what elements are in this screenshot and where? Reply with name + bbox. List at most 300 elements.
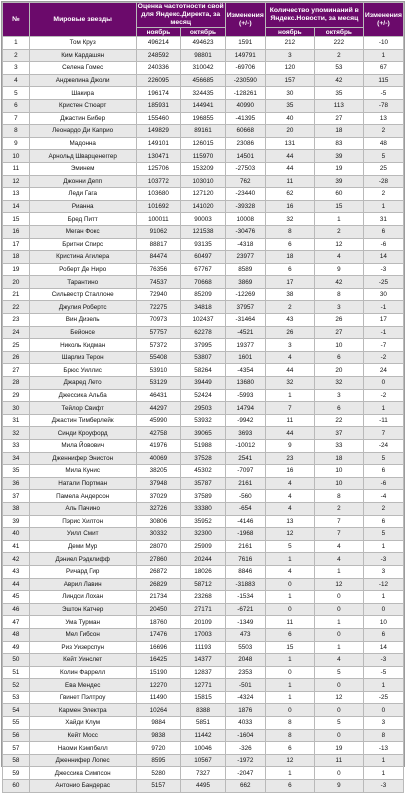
cell-mentions-change: -3 (363, 553, 403, 566)
cell-name: Уилл Смит (29, 528, 136, 541)
cell-name: Тейлор Свифт (29, 402, 136, 415)
cell-mentions-november: 8 (265, 729, 314, 742)
cell-mentions-november: 1 (265, 691, 314, 704)
cell-num: 31 (3, 414, 30, 427)
cell-freq-november: 53910 (136, 364, 181, 377)
table-row (3, 99, 404, 112)
table-row (3, 465, 404, 478)
cell-freq-change: -31883 (225, 578, 265, 591)
cell-freq-october: 11442 (181, 729, 226, 742)
cell-freq-october: 62278 (181, 326, 226, 339)
cell-num: 54 (3, 704, 30, 717)
cell-freq-november: 84474 (136, 251, 181, 264)
cell-name: Мадонна (29, 137, 136, 150)
cell-name: Рианна (29, 200, 136, 213)
cell-name: Дженнифер Лопес (29, 754, 136, 767)
cell-freq-october: 51988 (181, 440, 226, 453)
cell-num: 45 (3, 591, 30, 604)
cell-mentions-october: 22 (314, 414, 363, 427)
cell-freq-change: 2541 (225, 452, 265, 465)
cell-mentions-october: 4 (314, 251, 363, 264)
cell-freq-november: 44297 (136, 402, 181, 415)
table-body (3, 37, 404, 793)
cell-num: 49 (3, 641, 30, 654)
cell-mentions-november: 2 (265, 301, 314, 314)
cell-mentions-november: 1 (265, 767, 314, 780)
cell-freq-november: 70973 (136, 314, 181, 327)
cell-freq-change: 2161 (225, 477, 265, 490)
cell-freq-october: 93135 (181, 238, 226, 251)
cell-name: Деми Мур (29, 540, 136, 553)
cell-name: Бред Питт (29, 213, 136, 226)
cell-mentions-october: 18 (314, 125, 363, 138)
cell-mentions-change: 7 (363, 427, 403, 440)
cell-mentions-october: 12 (314, 691, 363, 704)
cell-mentions-october: 7 (314, 528, 363, 541)
cell-name: Линдси Лохан (29, 591, 136, 604)
cell-name: Арнольд Шварценеггер (29, 150, 136, 163)
cell-mentions-november: 4 (265, 477, 314, 490)
cell-mentions-october: 2 (314, 502, 363, 515)
cell-freq-october: 14377 (181, 654, 226, 667)
cell-mentions-change: -6 (363, 477, 403, 490)
cell-num: 4 (3, 74, 30, 87)
cell-mentions-november: 43 (265, 314, 314, 327)
cell-mentions-change: 14 (363, 641, 403, 654)
cell-mentions-november: 26 (265, 326, 314, 339)
cell-mentions-november: 15 (265, 641, 314, 654)
cell-mentions-november: 6 (265, 238, 314, 251)
cell-mentions-change: 5 (363, 452, 403, 465)
cell-name: Джастин Тимберлейк (29, 414, 136, 427)
cell-freq-november: 149829 (136, 125, 181, 138)
cell-mentions-november: 11 (265, 175, 314, 188)
cell-freq-november: 28070 (136, 540, 181, 553)
cell-mentions-change: -3 (363, 263, 403, 276)
cell-mentions-october: 0 (314, 603, 363, 616)
cell-name: Аль Пачино (29, 502, 136, 515)
table-row (3, 162, 404, 175)
cell-num: 18 (3, 251, 30, 264)
cell-mentions-november: 13 (265, 515, 314, 528)
cell-mentions-november: 44 (265, 150, 314, 163)
cell-num: 13 (3, 188, 30, 201)
cell-mentions-change: 10 (363, 616, 403, 629)
cell-mentions-november: 17 (265, 276, 314, 289)
cell-freq-october: 310042 (181, 62, 226, 75)
header-frequency: Оценка частотности свой для Яндекс.Директа, за месяц (137, 3, 224, 26)
cell-num: 7 (3, 112, 30, 125)
cell-mentions-october: 222 (314, 37, 363, 50)
cell-mentions-change: 1 (363, 200, 403, 213)
cell-freq-october: 494623 (181, 37, 226, 50)
cell-name: Джаред Лето (29, 377, 136, 390)
cell-mentions-november: 12 (265, 528, 314, 541)
table-row (3, 175, 404, 188)
table-row (3, 780, 404, 793)
cell-freq-november: 46431 (136, 389, 181, 402)
table-row (3, 150, 404, 163)
cell-mentions-change: 25 (363, 162, 403, 175)
cell-name: Натали Портман (29, 477, 136, 490)
cell-freq-change: -4318 (225, 238, 265, 251)
cell-freq-change: 149791 (225, 49, 265, 62)
cell-freq-october: 32300 (181, 528, 226, 541)
cell-mentions-change: 0 (363, 704, 403, 717)
cell-mentions-change: 1 (363, 679, 403, 692)
cell-mentions-october: 12 (314, 238, 363, 251)
cell-freq-change: -1972 (225, 754, 265, 767)
cell-mentions-change: 6 (363, 515, 403, 528)
table-row (3, 490, 404, 503)
cell-num: 6 (3, 99, 30, 112)
cell-mentions-october: 5 (314, 666, 363, 679)
cell-name: Сильвестр Сталлоне (29, 288, 136, 301)
cell-mentions-november: 5 (265, 540, 314, 553)
cell-freq-october: 23268 (181, 591, 226, 604)
cell-mentions-change: -2 (363, 389, 403, 402)
cell-num: 40 (3, 528, 30, 541)
cell-mentions-october: 10 (314, 477, 363, 490)
cell-freq-november: 101692 (136, 200, 181, 213)
cell-mentions-october: 11 (314, 754, 363, 767)
cell-freq-october: 127120 (181, 188, 226, 201)
cell-mentions-november: 0 (265, 603, 314, 616)
table-row (3, 62, 404, 75)
cell-freq-october: 5851 (181, 717, 226, 730)
cell-freq-change: -39328 (225, 200, 265, 213)
cell-freq-change: 3869 (225, 276, 265, 289)
cell-mentions-change: 1 (363, 591, 403, 604)
cell-freq-october: 196855 (181, 112, 226, 125)
cell-freq-november: 12270 (136, 679, 181, 692)
header-num: № (3, 3, 30, 37)
table-row (3, 276, 404, 289)
header-mentions-november: ноябрь (265, 28, 314, 37)
cell-num: 24 (3, 326, 30, 339)
cell-freq-change: -69706 (225, 62, 265, 75)
cell-mentions-november: 35 (265, 99, 314, 112)
cell-mentions-november: 16 (265, 200, 314, 213)
table-row (3, 528, 404, 541)
cell-mentions-october: 0 (314, 729, 363, 742)
cell-num: 48 (3, 628, 30, 641)
cell-freq-november: 55408 (136, 351, 181, 364)
cell-mentions-october: 4 (314, 540, 363, 553)
cell-num: 1 (3, 37, 30, 50)
cell-mentions-october: 83 (314, 137, 363, 150)
cell-name: Эминем (29, 162, 136, 175)
cell-mentions-october: 19 (314, 742, 363, 755)
cell-mentions-october: 1 (314, 641, 363, 654)
cell-num: 19 (3, 263, 30, 276)
cell-freq-november: 9720 (136, 742, 181, 755)
table-row (3, 452, 404, 465)
cell-mentions-change: 1 (363, 540, 403, 553)
cell-num: 36 (3, 477, 30, 490)
cell-freq-november: 32726 (136, 502, 181, 515)
cell-mentions-october: 37 (314, 427, 363, 440)
cell-name: Колин Фаррелл (29, 666, 136, 679)
table-row (3, 628, 404, 641)
cell-mentions-october: 3 (314, 389, 363, 402)
cell-mentions-change: 5 (363, 528, 403, 541)
table-row (3, 112, 404, 125)
cell-mentions-october: 2 (314, 49, 363, 62)
cell-mentions-change: -12 (363, 578, 403, 591)
cell-name: Пэрис Хилтон (29, 515, 136, 528)
cell-name: Мила Кунис (29, 465, 136, 478)
cell-freq-october: 141020 (181, 200, 226, 213)
cell-freq-november: 26872 (136, 565, 181, 578)
cell-num: 60 (3, 780, 30, 793)
cell-freq-november: 185931 (136, 99, 181, 112)
table-row (3, 263, 404, 276)
header-freq-october: октябрь (181, 28, 226, 37)
cell-freq-october: 10046 (181, 742, 226, 755)
cell-freq-november: 91062 (136, 225, 181, 238)
cell-num: 38 (3, 502, 30, 515)
cell-freq-november: 45990 (136, 414, 181, 427)
cell-mentions-november: 32 (265, 377, 314, 390)
cell-mentions-november: 1 (265, 553, 314, 566)
cell-freq-change: -7097 (225, 465, 265, 478)
cell-name: Джастин Бибер (29, 112, 136, 125)
cell-num: 42 (3, 553, 30, 566)
cell-freq-october: 7327 (181, 767, 226, 780)
cell-name: Тарантино (29, 276, 136, 289)
cell-freq-november: 40069 (136, 452, 181, 465)
cell-num: 21 (3, 288, 30, 301)
cell-freq-change: 23977 (225, 251, 265, 264)
table-row (3, 540, 404, 553)
cell-mentions-november: 157 (265, 74, 314, 87)
cell-freq-october: 33380 (181, 502, 226, 515)
cell-num: 44 (3, 578, 30, 591)
cell-mentions-change: -10 (363, 37, 403, 50)
cell-name: Мила Йовович (29, 440, 136, 453)
cell-name: Меган Фокс (29, 225, 136, 238)
cell-name: Анджелина Джоли (29, 74, 136, 87)
cell-freq-change: 37957 (225, 301, 265, 314)
cell-name: Роберт Де Ниро (29, 263, 136, 276)
cell-freq-change: -30476 (225, 225, 265, 238)
cell-freq-october: 121538 (181, 225, 226, 238)
cell-mentions-november: 44 (265, 427, 314, 440)
header-mentions-october: октябрь (314, 28, 363, 37)
table-row (3, 717, 404, 730)
cell-mentions-change: 0 (363, 377, 403, 390)
cell-freq-october: 17003 (181, 628, 226, 641)
cell-freq-november: 125706 (136, 162, 181, 175)
cell-mentions-october: 6 (314, 351, 363, 364)
cell-num: 17 (3, 238, 30, 251)
cell-num: 41 (3, 540, 30, 553)
cell-mentions-november: 11 (265, 414, 314, 427)
cell-num: 34 (3, 452, 30, 465)
cell-mentions-change: 1 (363, 402, 403, 415)
cell-freq-november: 11490 (136, 691, 181, 704)
cell-mentions-change: 3 (363, 565, 403, 578)
cell-name: Кейт Мосс (29, 729, 136, 742)
cell-freq-change: -326 (225, 742, 265, 755)
cell-mentions-november: 6 (265, 263, 314, 276)
cell-name: Кейт Уинслет (29, 654, 136, 667)
cell-name: Кармен Электра (29, 704, 136, 717)
cell-freq-october: 45302 (181, 465, 226, 478)
cell-freq-october: 35952 (181, 515, 226, 528)
cell-freq-november: 8595 (136, 754, 181, 767)
cell-freq-november: 30332 (136, 528, 181, 541)
cell-mentions-october: 26 (314, 314, 363, 327)
table-row (3, 591, 404, 604)
cell-freq-change: 2161 (225, 540, 265, 553)
cell-freq-change: -27503 (225, 162, 265, 175)
cell-name: Бритни Спирс (29, 238, 136, 251)
cell-freq-november: 226095 (136, 74, 181, 87)
cell-mentions-november: 44 (265, 162, 314, 175)
table-row (3, 339, 404, 352)
cell-mentions-change: 13 (363, 112, 403, 125)
table-header (3, 3, 404, 37)
header-freq-november: ноябрь (136, 28, 181, 37)
table-row (3, 87, 404, 100)
cell-mentions-october: 60 (314, 188, 363, 201)
cell-num: 50 (3, 654, 30, 667)
cell-freq-change: -4354 (225, 364, 265, 377)
cell-num: 3 (3, 62, 30, 75)
cell-freq-november: 16425 (136, 654, 181, 667)
cell-freq-change: 10008 (225, 213, 265, 226)
cell-mentions-october: 10 (314, 465, 363, 478)
cell-freq-change: -23440 (225, 188, 265, 201)
cell-mentions-november: 4 (265, 490, 314, 503)
cell-mentions-october: 15 (314, 200, 363, 213)
cell-mentions-october: 27 (314, 326, 363, 339)
cell-mentions-october: 18 (314, 452, 363, 465)
cell-freq-october: 12771 (181, 679, 226, 692)
cell-mentions-october: 39 (314, 175, 363, 188)
cell-num: 39 (3, 515, 30, 528)
cell-freq-october: 18026 (181, 565, 226, 578)
cell-freq-november: 76356 (136, 263, 181, 276)
cell-name: Шакира (29, 87, 136, 100)
table-row (3, 691, 404, 704)
cell-freq-november: 196174 (136, 87, 181, 100)
cell-mentions-november: 30 (265, 87, 314, 100)
cell-mentions-change: -78 (363, 99, 403, 112)
cell-num: 53 (3, 691, 30, 704)
cell-freq-november: 20450 (136, 603, 181, 616)
cell-name: Вин Дизель (29, 314, 136, 327)
cell-mentions-november: 4 (265, 502, 314, 515)
table-row (3, 704, 404, 717)
cell-name: Эштон Катчер (29, 603, 136, 616)
cell-freq-october: 29503 (181, 402, 226, 415)
cell-freq-november: 100011 (136, 213, 181, 226)
cell-freq-october: 11193 (181, 641, 226, 654)
cell-freq-october: 37528 (181, 452, 226, 465)
cell-mentions-change: -4 (363, 490, 403, 503)
cell-mentions-change: -24 (363, 440, 403, 453)
cell-freq-november: 248592 (136, 49, 181, 62)
cell-mentions-november: 8 (265, 225, 314, 238)
cell-freq-november: 17476 (136, 628, 181, 641)
cell-num: 25 (3, 339, 30, 352)
cell-mentions-november: 38 (265, 288, 314, 301)
cell-freq-change: -10012 (225, 440, 265, 453)
table-row (3, 553, 404, 566)
cell-mentions-october: 9 (314, 780, 363, 793)
cell-freq-november: 16696 (136, 641, 181, 654)
cell-mentions-change: -25 (363, 276, 403, 289)
cell-freq-october: 85209 (181, 288, 226, 301)
table-row (3, 565, 404, 578)
cell-name: Ева Мендес (29, 679, 136, 692)
table-row (3, 666, 404, 679)
ratings-table-container (1, 1, 405, 790)
table-row (3, 414, 404, 427)
cell-freq-november: 26829 (136, 578, 181, 591)
cell-freq-october: 35787 (181, 477, 226, 490)
cell-mentions-october: 0 (314, 679, 363, 692)
cell-name: Ричард Гир (29, 565, 136, 578)
header-change-mentions: Изменения (+/-) (363, 3, 403, 37)
cell-mentions-november: 3 (265, 339, 314, 352)
cell-name: Дэниел Рэдклифф (29, 553, 136, 566)
table-row (3, 188, 404, 201)
cell-mentions-change: -28 (363, 175, 403, 188)
cell-mentions-october: 0 (314, 704, 363, 717)
table-row (3, 389, 404, 402)
cell-name: Том Круз (29, 37, 136, 50)
cell-freq-change: -4146 (225, 515, 265, 528)
cell-num: 56 (3, 729, 30, 742)
cell-freq-change: 7616 (225, 553, 265, 566)
cell-mentions-november: 120 (265, 62, 314, 75)
cell-freq-october: 102437 (181, 314, 226, 327)
cell-mentions-change: -1 (363, 301, 403, 314)
table-row (3, 326, 404, 339)
cell-freq-change: 8846 (225, 565, 265, 578)
cell-freq-october: 98801 (181, 49, 226, 62)
cell-freq-november: 21734 (136, 591, 181, 604)
cell-freq-change: -1534 (225, 591, 265, 604)
cell-mentions-change: 5 (363, 150, 403, 163)
table-row (3, 729, 404, 742)
cell-mentions-october: 12 (314, 578, 363, 591)
cell-name: Гвинет Пэлтроу (29, 691, 136, 704)
cell-mentions-change: 17 (363, 314, 403, 327)
cell-freq-change: -1968 (225, 528, 265, 541)
table-row (3, 402, 404, 415)
cell-name: Памела Андерсон (29, 490, 136, 503)
cell-num: 12 (3, 175, 30, 188)
cell-mentions-october: 1 (314, 565, 363, 578)
cell-mentions-november: 1 (265, 654, 314, 667)
cell-mentions-october: 1 (314, 213, 363, 226)
cell-mentions-october: 39 (314, 150, 363, 163)
cell-freq-october: 60497 (181, 251, 226, 264)
cell-mentions-change: -7 (363, 339, 403, 352)
cell-num: 28 (3, 377, 30, 390)
cell-freq-change: 60668 (225, 125, 265, 138)
cell-mentions-change: 1 (363, 767, 403, 780)
cell-freq-change: 1591 (225, 37, 265, 50)
cell-num: 33 (3, 440, 30, 453)
cell-freq-november: 74537 (136, 276, 181, 289)
cell-freq-october: 27171 (181, 603, 226, 616)
